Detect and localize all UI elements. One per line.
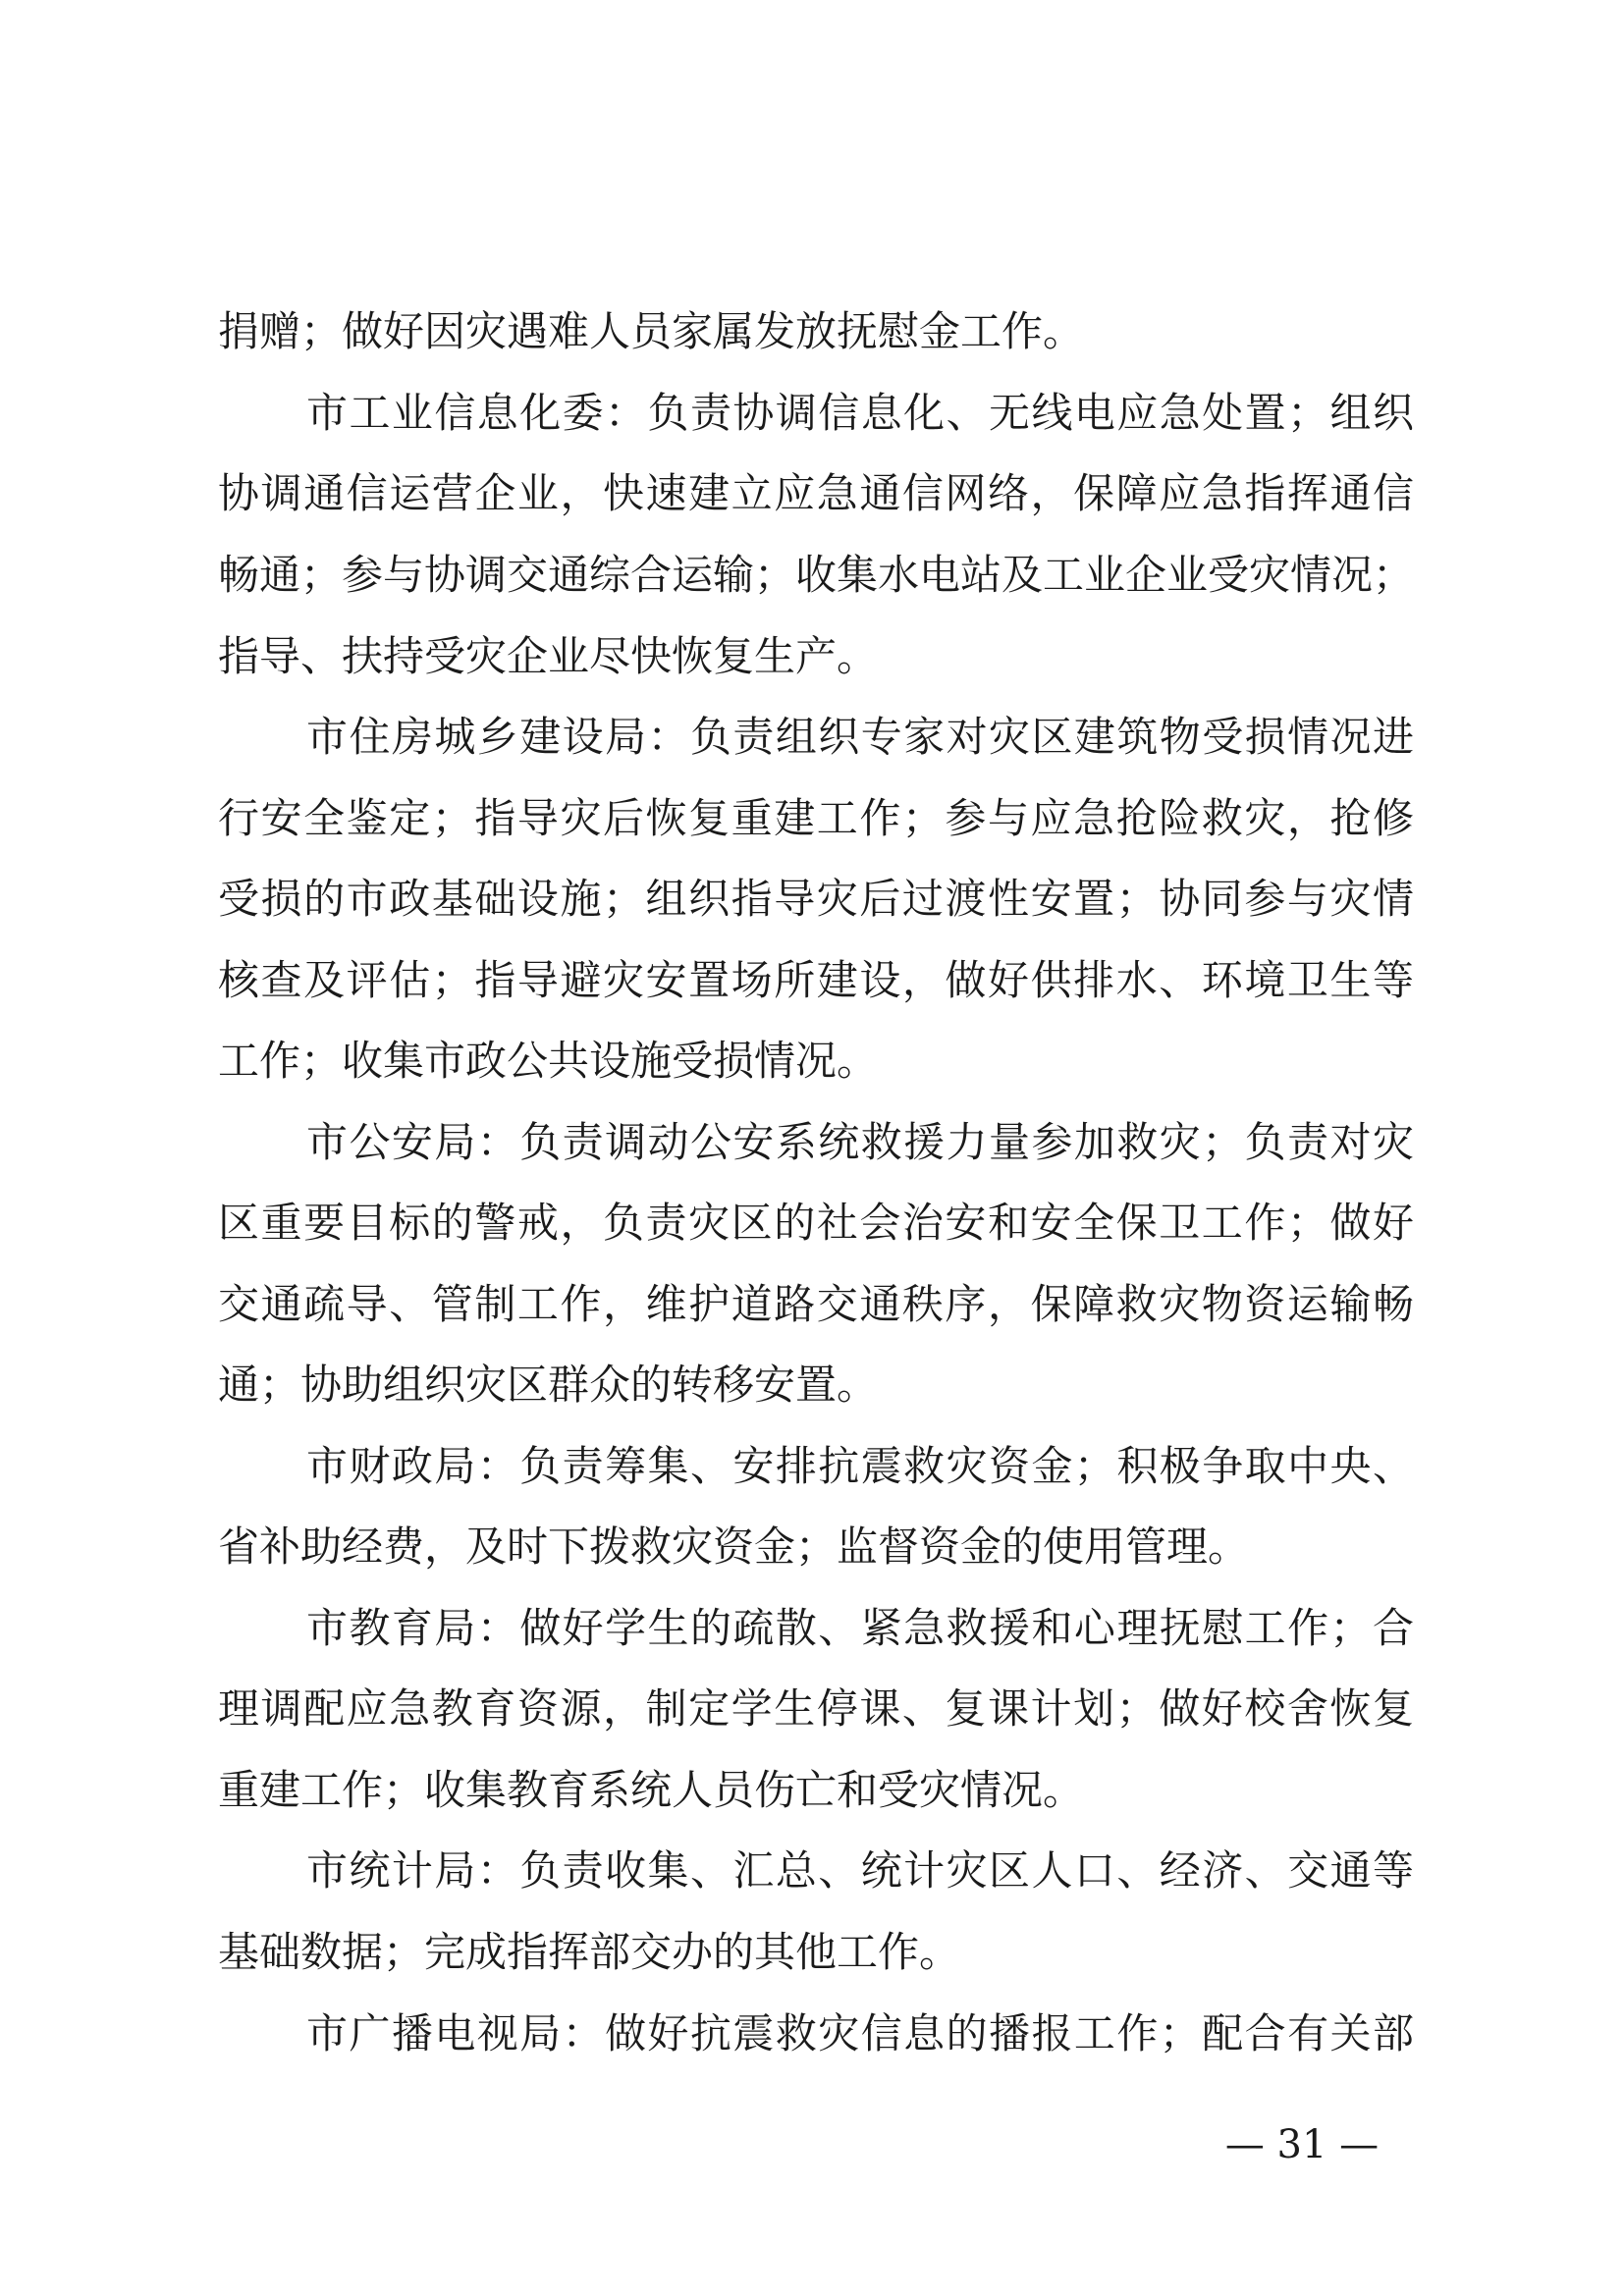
text-line-6: 市住房城乡建设局：负责组织专家对灾区建筑物受损情况进 — [306, 713, 1414, 761]
text-line-22: 市广播电视局：做好抗震救灾信息的播报工作；配合有关部 — [306, 2009, 1414, 2057]
text-line-15: 市财政局：负责筹集、安排抗震救灾资金；积极争取中央、 — [306, 1442, 1414, 1490]
text-line-11: 市公安局：负责调动公安系统救援力量参加救灾；负责对灾 — [306, 1118, 1414, 1166]
text-line-1: 捐赠；做好因灾遇难人员家属发放抚慰金工作。 — [218, 307, 1085, 355]
text-line-17: 市教育局：做好学生的疏散、紧急救援和心理抚慰工作；合 — [306, 1604, 1414, 1652]
text-line-21: 基础数据；完成指挥部交办的其他工作。 — [218, 1928, 961, 1976]
text-line-8: 受损的市政基础设施；组织指导灾后过渡性安置；协同参与灾情 — [218, 875, 1414, 923]
text-line-12: 区重要目标的警戒，负责灾区的社会治安和安全保卫工作；做好 — [218, 1199, 1414, 1247]
text-line-9: 核查及评估；指导避灾安置场所建设，做好供排水、环境卫生等 — [218, 956, 1414, 1004]
text-line-20: 市统计局：负责收集、汇总、统计灾区人口、经济、交通等 — [306, 1846, 1414, 1895]
text-line-2: 市工业信息化委：负责协调信息化、无线电应急处置；组织 — [306, 389, 1414, 437]
text-line-13: 交通疏导、管制工作，维护道路交通秩序，保障救灾物资运输畅 — [218, 1280, 1414, 1328]
text-line-3: 协调通信运营企业，快速建立应急通信网络，保障应急指挥通信 — [218, 469, 1414, 517]
text-line-19: 重建工作；收集教育系统人员伤亡和受灾情况。 — [218, 1766, 1085, 1814]
text-line-14: 通；协助组织灾区群众的转移安置。 — [218, 1361, 879, 1409]
page-number: — 31 — — [1224, 2122, 1380, 2167]
text-line-7: 行安全鉴定；指导灾后恢复重建工作；参与应急抢险救灾，抢修 — [218, 794, 1414, 842]
text-line-16: 省补助经费，及时下拨救灾资金；监督资金的使用管理。 — [218, 1522, 1250, 1571]
text-line-5: 指导、扶持受灾企业尽快恢复生产。 — [218, 632, 879, 680]
text-line-18: 理调配应急教育资源，制定学生停课、复课计划；做好校舍恢复 — [218, 1684, 1414, 1733]
text-line-4: 畅通；参与协调交通综合运输；收集水电站及工业企业受灾情况； — [218, 551, 1414, 599]
text-line-10: 工作；收集市政公共设施受损情况。 — [218, 1037, 879, 1085]
